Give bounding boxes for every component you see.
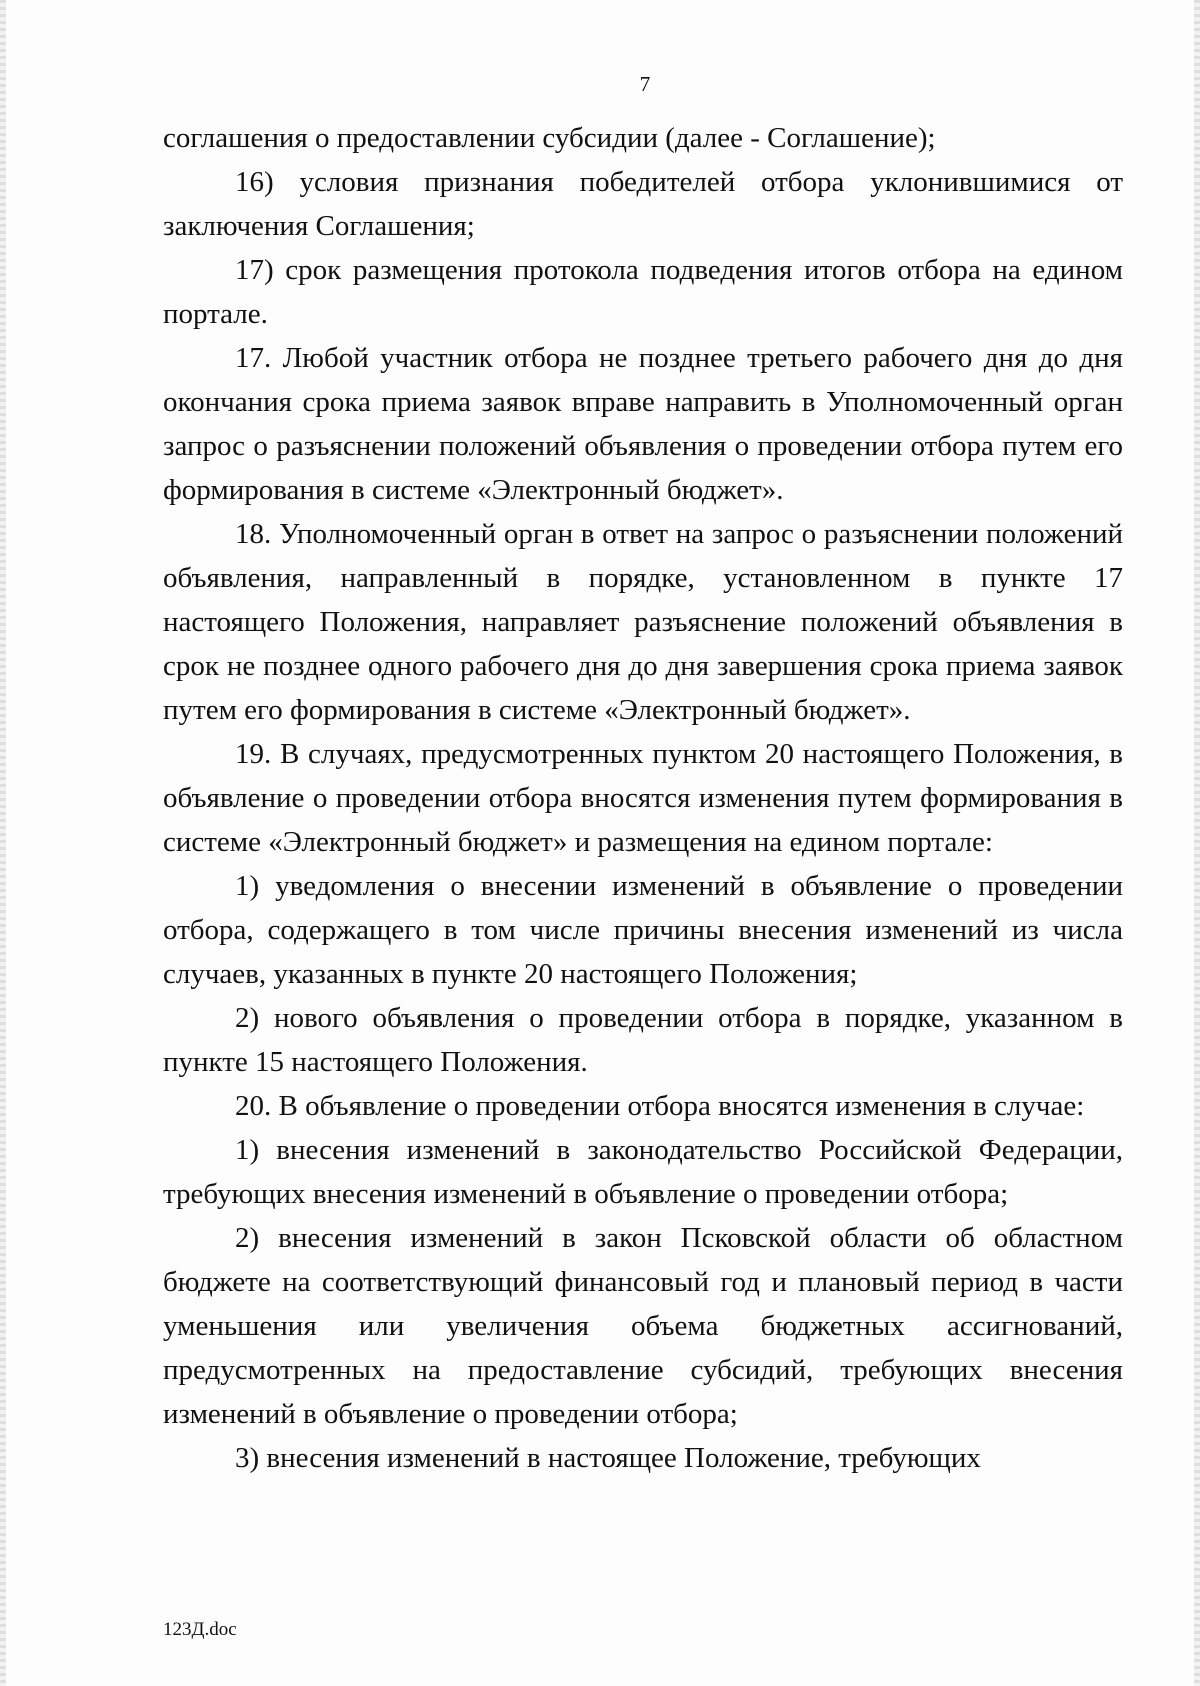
paragraph: 17. Любой участник отбора не позднее третьего рабочего дня до дня окончания срока приема заявок вправе направить в Уполномоченный орган запрос о разъяснении положений объявления о проведении отбора путем его формирования в системе «Электронный бюджет».: [163, 342, 1123, 506]
paragraph: 18. Уполномоченный орган в ответ на запрос о разъяснении положений объявления, направленный в порядке, установленном в пункте 17 настоящего Положения, направляет разъяснение положений объявления в срок не позднее одного рабочего дня до дня завершения срока приема заявок путем его формирования в системе «Электронный бюджет».: [163, 518, 1123, 726]
paragraph: 3) внесения изменений в настоящее Положение, требующих: [235, 1442, 981, 1474]
page-number: 7: [639, 72, 651, 96]
paragraph: 20. В объявление о проведении отбора вносятся изменения в случае:: [235, 1090, 1085, 1122]
scan-edge-right: [1194, 0, 1200, 1686]
paragraph: 2) внесения изменений в закон Псковской области об областном бюджете на соответствующий финансовый год и плановый период в части уменьшения или увеличения объема бюджетных ассигнований, предусмотренных на предоставление субсидий, требующих внесения изменений в объявление о проведении отбора;: [163, 1222, 1123, 1430]
paragraph: 17) срок размещения протокола подведения итогов отбора на едином портале.: [163, 254, 1123, 330]
footer-filename: 123Д.doc: [163, 1619, 237, 1640]
paragraph: 2) нового объявления о проведении отбора в порядке, указанном в пункте 15 настоящего Положения.: [163, 1002, 1123, 1078]
paragraph: 19. В случаях, предусмотренных пунктом 20 настоящего Положения, в объявление о проведении отбора вносятся изменения путем формирования в системе «Электронный бюджет» и размещения на едином портале:: [163, 738, 1123, 858]
document-body: [163, 116, 1123, 1480]
paragraph: 16) условия признания победителей отбора уклонившимися от заключения Соглашения;: [163, 166, 1123, 242]
scan-edge-left: [0, 0, 6, 1686]
paragraph: соглашения о предоставлении субсидии (далее - Соглашение);: [163, 122, 936, 154]
paragraph: 1) уведомления о внесении изменений в объявление о проведении отбора, содержащего в том числе причины внесения изменений из числа случаев, указанных в пункте 20 настоящего Положения;: [163, 870, 1123, 990]
paragraph: 1) внесения изменений в законодательство Российской Федерации, требующих внесения изменений в объявление о проведении отбора;: [163, 1134, 1123, 1210]
